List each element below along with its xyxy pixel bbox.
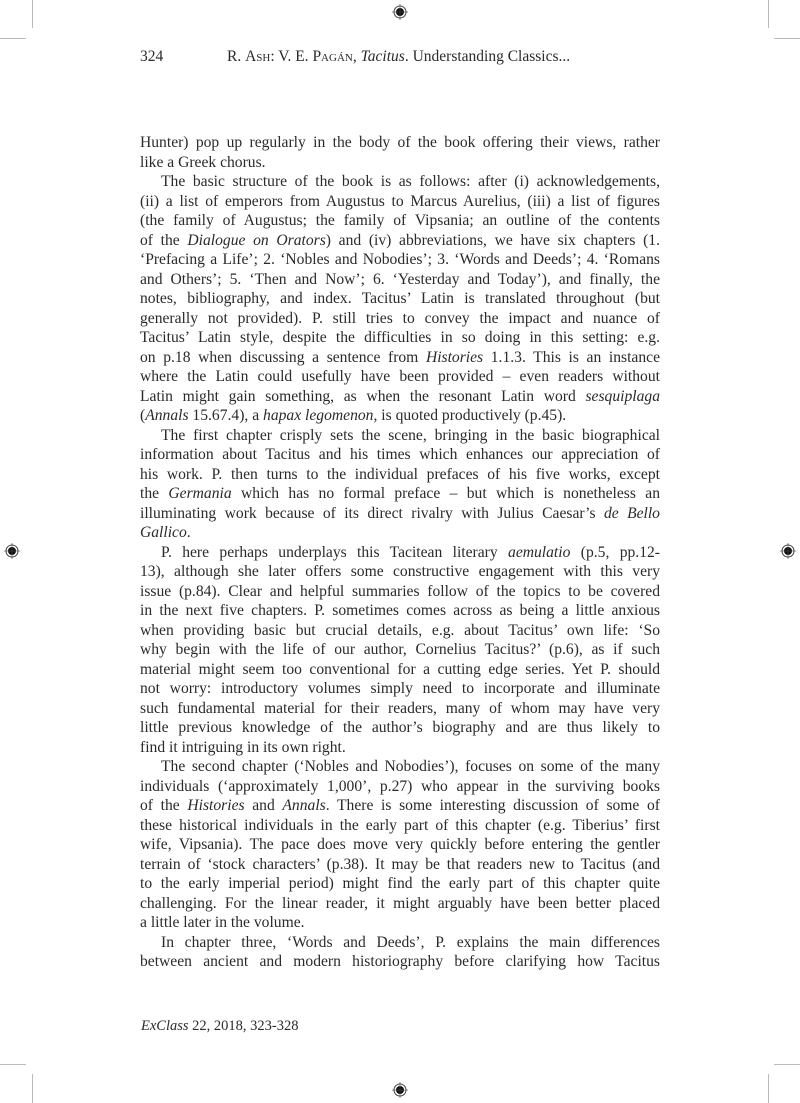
text-run: when providing basic but crucial details, e.g. about Tacitus’ own life: ‘So — [140, 621, 660, 639]
text-line — [140, 465, 660, 485]
text-run: his work. P. then turns to the individual prefaces of his five works, except — [140, 465, 660, 483]
text-run: challenging. For the linear reader, it might arguably have been better placed — [140, 894, 660, 912]
text-run: . There is some interesting discussion of some of — [325, 797, 660, 814]
text-run: , — [352, 48, 361, 65]
text-run: these historical individuals in the early part of this chapter (e.g. Tiberius’ first — [140, 816, 660, 834]
text-line — [140, 504, 660, 524]
text-run: . — [186, 524, 191, 541]
text-run: and — [244, 797, 283, 814]
text-line — [140, 582, 660, 602]
crop-mark — [0, 1064, 26, 1065]
text-run: information about Tacitus and his times which enhances our appreciation of — [140, 446, 660, 463]
crop-mark — [768, 0, 769, 28]
text-run: The first chapter crisply sets the scene, bringing in the basic biographical — [161, 426, 660, 444]
text-line — [140, 289, 660, 309]
text-line — [140, 231, 660, 251]
text-run: Hunter) pop up regularly in the body of the book offering their views, rather — [140, 134, 660, 151]
text-run: where the Latin could usefully have been provided – even readers without — [140, 368, 660, 385]
text-line — [140, 913, 660, 933]
text-line — [140, 523, 660, 543]
text-run: which has no formal preface – but which is nonetheless an — [231, 485, 660, 502]
small-caps-text: Pagán — [312, 48, 353, 65]
italic-text: Histories — [425, 348, 484, 366]
text-line — [140, 757, 660, 777]
text-line — [140, 367, 660, 387]
text-line — [140, 777, 660, 797]
text-run: between ancient and modern historiography before clarifying how Tacitus — [140, 953, 660, 970]
text-line — [140, 718, 660, 738]
text-run: In chapter three, ‘Words and Deeds’, P. explains the main differences — [161, 933, 660, 951]
italic-text: de Bello — [603, 504, 660, 522]
text-run: P. here perhaps underplays this Tacitean literary — [161, 543, 509, 561]
text-line — [140, 816, 660, 836]
text-line — [140, 855, 660, 875]
text-run: The basic structure of the book is as follows: after (i) acknowledgements, — [161, 173, 660, 190]
italic-text: Gallico — [140, 524, 187, 541]
citation-details: 22, 2018, 323-328 — [188, 1018, 299, 1034]
registration-mark-icon — [780, 543, 796, 559]
text-line — [140, 660, 660, 680]
text-run: 13), although she later offers some constructive engagement with this very — [140, 563, 660, 580]
registration-mark-icon — [392, 4, 408, 20]
text-line — [140, 192, 660, 212]
text-run: ( — [140, 407, 146, 424]
registration-mark-icon — [4, 543, 20, 559]
text-line — [140, 328, 660, 348]
italic-text: Annals — [282, 797, 326, 814]
crop-mark — [32, 1074, 33, 1103]
text-line — [140, 211, 660, 231]
text-run: on p.18 when discussing a sentence from — [140, 348, 426, 366]
body-text — [140, 133, 660, 972]
text-run: the — [140, 485, 169, 502]
text-run: terrain of ‘stock characters’ (p.38). It may be that readers new to Tacitus (and — [140, 855, 660, 873]
italic-text: Annals — [145, 407, 189, 424]
text-run: issue (p.84). Clear and helpful summaries follow of the topics to be covered — [140, 582, 660, 600]
crop-mark — [774, 38, 800, 39]
italic-text: Tacitus — [360, 48, 405, 65]
text-line — [140, 250, 660, 270]
text-line — [140, 484, 660, 504]
text-run: (p.5, pp.12- — [570, 543, 660, 561]
text-run: R. — [227, 48, 246, 65]
crop-mark — [0, 38, 26, 39]
text-run: find it intriguing in its own right. — [140, 738, 346, 756]
text-run: like a Greek chorus. — [140, 153, 266, 171]
running-title — [227, 48, 570, 66]
text-line — [140, 445, 660, 465]
text-run: Tacitus’ Latin style, despite the difficulties in so doing in this setting: e.g. — [140, 329, 660, 346]
text-run: individuals (‘approximately 1,000’, p.27) who appear in the surviving books — [140, 777, 660, 795]
text-line — [140, 835, 660, 855]
text-run: notes, bibliography, and index. Tacitus’ Latin is translated throughout (but — [140, 290, 660, 307]
text-run: The second chapter (‘Nobles and Nobodies’), focuses on some of the many — [161, 758, 660, 775]
text-run: 1.1.3. This is an instance — [483, 348, 660, 366]
text-line — [140, 640, 660, 660]
text-line — [140, 601, 660, 621]
text-run: (ii) a list of emperors from Augustus to Marcus Aurelius, (iii) a list of figures — [140, 192, 660, 210]
crop-mark — [768, 1074, 769, 1103]
italic-text: Germania — [168, 485, 232, 502]
page-number: 324 — [140, 48, 164, 65]
text-run: Latin might gain something, as when the resonant Latin word — [140, 387, 586, 405]
text-run: illuminating work because of its direct rivalry with Julius Caesar’s — [140, 504, 604, 522]
crop-mark — [32, 0, 33, 28]
text-run: wife, Vipsania). The pace does move very quickly before entering the gentler — [140, 836, 660, 853]
text-line — [140, 738, 660, 758]
text-run: not worry: introductory volumes simply need to incorporate and illuminate — [140, 680, 660, 697]
text-run: why begin with the life of our author, Cornelius Tacitus?’ (p.6), as if such — [140, 641, 660, 658]
text-run: a little later in the volume. — [140, 914, 305, 931]
italic-text: Histories — [187, 797, 245, 814]
text-run: ‘Prefacing a Life’; 2. ‘Nobles and Nobodies’; 3. ‘Words and Deeds’; 4. ‘Romans — [140, 251, 660, 268]
italic-text: Dialogue on Orators — [187, 231, 326, 249]
text-line — [140, 426, 660, 446]
text-run: such fundamental material for their readers, many of whom may have very — [140, 699, 660, 717]
text-line — [140, 348, 660, 368]
italic-text: hapax legomenon — [263, 407, 374, 424]
text-run: material might seem too conventional for a cutting edge series. Yet P. should — [140, 660, 660, 678]
text-line — [140, 172, 660, 192]
text-line — [140, 933, 660, 953]
text-run: of the — [140, 797, 188, 814]
text-run: and Others’; 5. ‘Then and Now’; 6. ‘Yesterday and Today’), and finally, the — [140, 270, 660, 288]
text-run: (the family of Augustus; the family of Vipsania; an outline of the contents — [140, 212, 660, 229]
text-line — [140, 562, 660, 582]
text-line — [140, 679, 660, 699]
text-run: , is quoted productively (p.45). — [373, 407, 567, 424]
text-run: generally not provided). P. still tries to convey the impact and nuance of — [140, 309, 660, 327]
text-line — [140, 406, 660, 426]
text-run: in the next five chapters. P. sometimes comes across as being a little anxious — [140, 602, 660, 619]
text-line — [140, 952, 660, 972]
text-run: 15.67.4), a — [188, 407, 264, 424]
text-run: . Understanding Classics... — [404, 48, 571, 65]
small-caps-text: Ash — [245, 48, 271, 65]
text-line — [140, 621, 660, 641]
text-run: : V. E. — [270, 48, 313, 65]
text-line — [140, 796, 660, 816]
text-run: little previous knowledge of the author’s biography and are thus likely to — [140, 719, 660, 736]
text-line — [140, 874, 660, 894]
footer-citation — [141, 1018, 299, 1035]
text-line — [140, 309, 660, 329]
text-line — [140, 133, 660, 153]
text-line — [140, 543, 660, 563]
text-line — [140, 699, 660, 719]
journal-name: ExClass — [141, 1018, 189, 1034]
text-run: ) and (iv) abbreviations, we have six chapters (1. — [325, 231, 660, 249]
text-line — [140, 387, 660, 407]
registration-mark-icon — [392, 1082, 408, 1098]
text-run: to the early imperial period) might find the early part of this chapter quite — [140, 875, 660, 892]
text-line — [140, 270, 660, 290]
italic-text: sesquiplaga — [585, 387, 660, 405]
text-run: of the — [140, 231, 188, 249]
italic-text: aemulatio — [508, 543, 571, 561]
text-line — [140, 153, 660, 173]
crop-mark — [774, 1064, 800, 1065]
text-line — [140, 894, 660, 914]
